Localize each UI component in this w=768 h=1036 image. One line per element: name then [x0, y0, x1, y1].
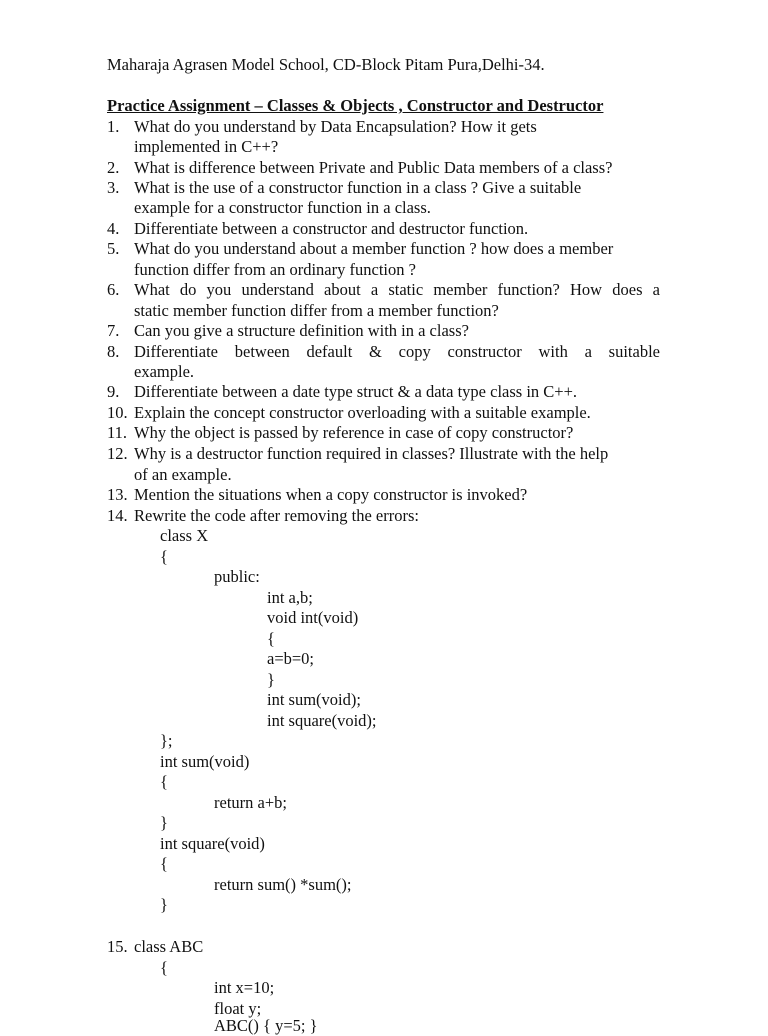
question-text: static member function differ from a member function? [134, 301, 499, 320]
code-line: } [267, 670, 275, 689]
question-number: 15. [107, 937, 128, 956]
code-line: } [160, 813, 168, 832]
code-line: float y; [214, 999, 262, 1018]
question-text: Rewrite the code after removing the errors: [134, 506, 419, 525]
question-text: Mention the situations when a copy constructor is invoked? [134, 485, 528, 504]
question-text: example for a constructor function in a class. [134, 198, 431, 217]
code-line: return sum() *sum(); [214, 875, 352, 894]
question-number: 13. [107, 485, 128, 504]
code-line: void int(void) [267, 608, 359, 627]
question-number: 8. [107, 342, 120, 361]
question-number: 9. [107, 382, 120, 401]
question-text: Differentiate between a constructor and destructor function. [134, 219, 529, 238]
question-text: function differ from an ordinary function ? [134, 260, 416, 279]
code-line: int square(void); [267, 711, 377, 730]
code-line: class X [160, 526, 209, 545]
code-line: public: [214, 567, 260, 586]
question-number: 5. [107, 239, 120, 258]
code-line: int x=10; [214, 978, 275, 997]
question-text: What do you understand about a member function ? how does a member [134, 239, 614, 258]
question-number: 1. [107, 117, 120, 136]
code-line: }; [160, 731, 173, 750]
question-number: 2. [107, 158, 120, 177]
question-text: example. [134, 362, 195, 381]
question-text: Differentiate between default & copy constructor with a suitable [134, 342, 660, 361]
question-text: of an example. [134, 465, 232, 484]
code-line: } [160, 895, 168, 914]
question-text: Differentiate between a date type struct & a data type class in C++. [134, 382, 578, 401]
code-line: int a,b; [267, 588, 313, 607]
code-line: { [160, 547, 168, 566]
question-number: 3. [107, 178, 120, 197]
question-number: 14. [107, 506, 128, 525]
code-line: int sum(void); [267, 690, 361, 709]
question-number: 4. [107, 219, 120, 238]
question-text: What do you understand by Data Encapsulation? How it gets [134, 117, 537, 136]
code-line: { [160, 854, 168, 873]
question-number: 7. [107, 321, 120, 340]
code-line: { [160, 772, 168, 791]
question-number: 10. [107, 403, 128, 422]
code-line: int sum(void) [160, 752, 250, 771]
question-text: Can you give a structure definition with in a class? [134, 321, 469, 340]
question-text: class ABC [134, 937, 204, 956]
question-number: 12. [107, 444, 128, 463]
assignment-title: Practice Assignment – Classes & Objects , Constructor and Destructor [107, 96, 604, 115]
question-text: What do you understand about a static member function? How does a [134, 280, 660, 299]
question-text: implemented in C++? [134, 137, 279, 156]
code-line: { [160, 958, 168, 977]
code-line-cropped: ABC() { y=5; } [214, 1016, 318, 1035]
code-line: return a+b; [214, 793, 287, 812]
question-text: What is the use of a constructor function in a class ? Give a suitable [134, 178, 582, 197]
question-number: 6. [107, 280, 120, 299]
question-number: 11. [107, 423, 128, 442]
question-text: Explain the concept constructor overloading with a suitable example. [134, 403, 591, 422]
question-text: Why is a destructor function required in classes? Illustrate with the help [134, 444, 609, 463]
school-header: Maharaja Agrasen Model School, CD-Block Pitam Pura,Delhi-34. [107, 55, 545, 74]
question-text: What is difference between Private and Public Data members of a class? [134, 158, 613, 177]
question-text: Why the object is passed by reference in case of copy constructor? [134, 423, 574, 442]
code-line: { [267, 629, 275, 648]
code-line: int square(void) [160, 834, 265, 853]
code-line: a=b=0; [267, 649, 315, 668]
